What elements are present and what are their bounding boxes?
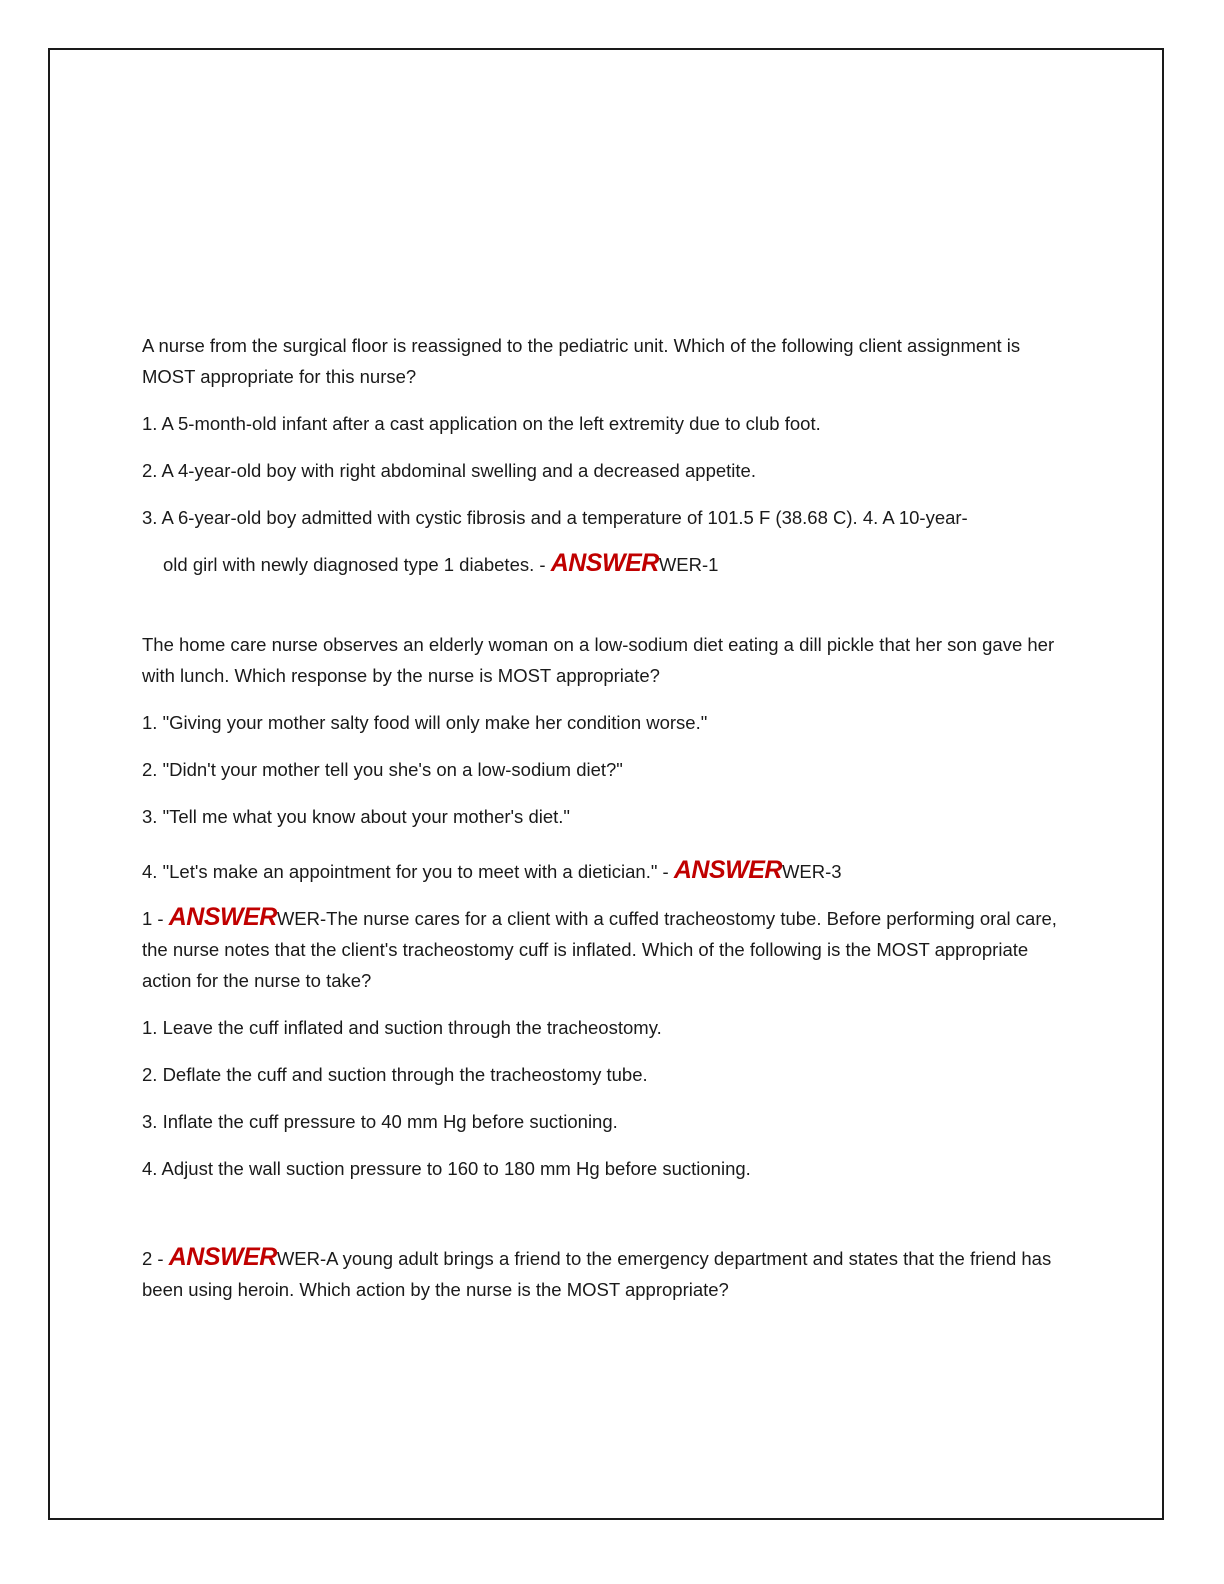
question-1 bbox=[142, 330, 1062, 587]
option-3: 3. A 6-year-old boy admitted with cystic fibrosis and a temperature of 101.5 F (38.68 C). 4. A 10-year- bbox=[142, 507, 968, 528]
document-body bbox=[142, 330, 1062, 1305]
question-stem-text: WER-The nurse cares for a client with a cuffed tracheostomy tube. Before performing oral care, the nurse notes that the client's tracheostomy cuff is inflated. Which of the following is the MOST appropriate action for the nurse to take? bbox=[142, 908, 1057, 991]
option-1: 1. A 5-month-old infant after a cast application on the left extremity due to club foot. bbox=[142, 413, 821, 434]
option-4: 4. Adjust the wall suction pressure to 160 to 180 mm Hg before suctioning. bbox=[142, 1158, 751, 1179]
question-2 bbox=[142, 629, 1062, 894]
answer-label: ANSWER bbox=[550, 549, 659, 577]
option-2: 2. A 4-year-old boy with right abdominal swelling and a decreased appetite. bbox=[142, 460, 756, 481]
option-3: 3. "Tell me what you know about your mother's diet." bbox=[142, 806, 570, 827]
option-4-text: 4. "Let's make an appointment for you to meet with a dietician." - bbox=[142, 861, 674, 882]
answer-label: ANSWER bbox=[168, 1243, 277, 1271]
answer-value: WER-3 bbox=[781, 861, 842, 882]
answer-label: ANSWER bbox=[673, 856, 782, 884]
answer-label: ANSWER bbox=[168, 903, 277, 931]
option-2: 2. "Didn't your mother tell you she's on a low-sodium diet?" bbox=[142, 759, 623, 780]
option-4 bbox=[142, 848, 1062, 894]
answer-value: WER-1 bbox=[658, 554, 719, 575]
option-2: 2. Deflate the cuff and suction through the tracheostomy tube. bbox=[142, 1064, 648, 1085]
question-3 bbox=[142, 902, 1062, 1184]
option-1: 1. "Giving your mother salty food will only make her condition worse." bbox=[142, 712, 708, 733]
question-stem: A nurse from the surgical floor is reassigned to the pediatric unit. Which of the following client assignment is MOST appropriate for this nurse? bbox=[142, 335, 1021, 387]
answer-prefix: 2 - bbox=[142, 1248, 169, 1269]
question-stem bbox=[142, 1242, 1062, 1305]
question-4 bbox=[142, 1242, 1062, 1305]
answer-prefix: 1 - bbox=[142, 908, 169, 929]
option-1: 1. Leave the cuff inflated and suction through the tracheostomy. bbox=[142, 1017, 662, 1038]
option-3-continued bbox=[142, 541, 1062, 587]
question-stem: The home care nurse observes an elderly woman on a low-sodium diet eating a dill pickle that her son gave her with lunch. Which response by the nurse is MOST appropriate? bbox=[142, 634, 1055, 686]
question-stem bbox=[142, 902, 1062, 996]
option-3: 3. Inflate the cuff pressure to 40 mm Hg before suctioning. bbox=[142, 1111, 618, 1132]
question-stem-text: WER-A young adult brings a friend to the emergency department and states that the friend has been using heroin. Which action by the nurse is the MOST appropriate? bbox=[142, 1248, 1052, 1300]
option-3-continued-text: old girl with newly diagnosed type 1 diabetes. - bbox=[163, 554, 551, 575]
